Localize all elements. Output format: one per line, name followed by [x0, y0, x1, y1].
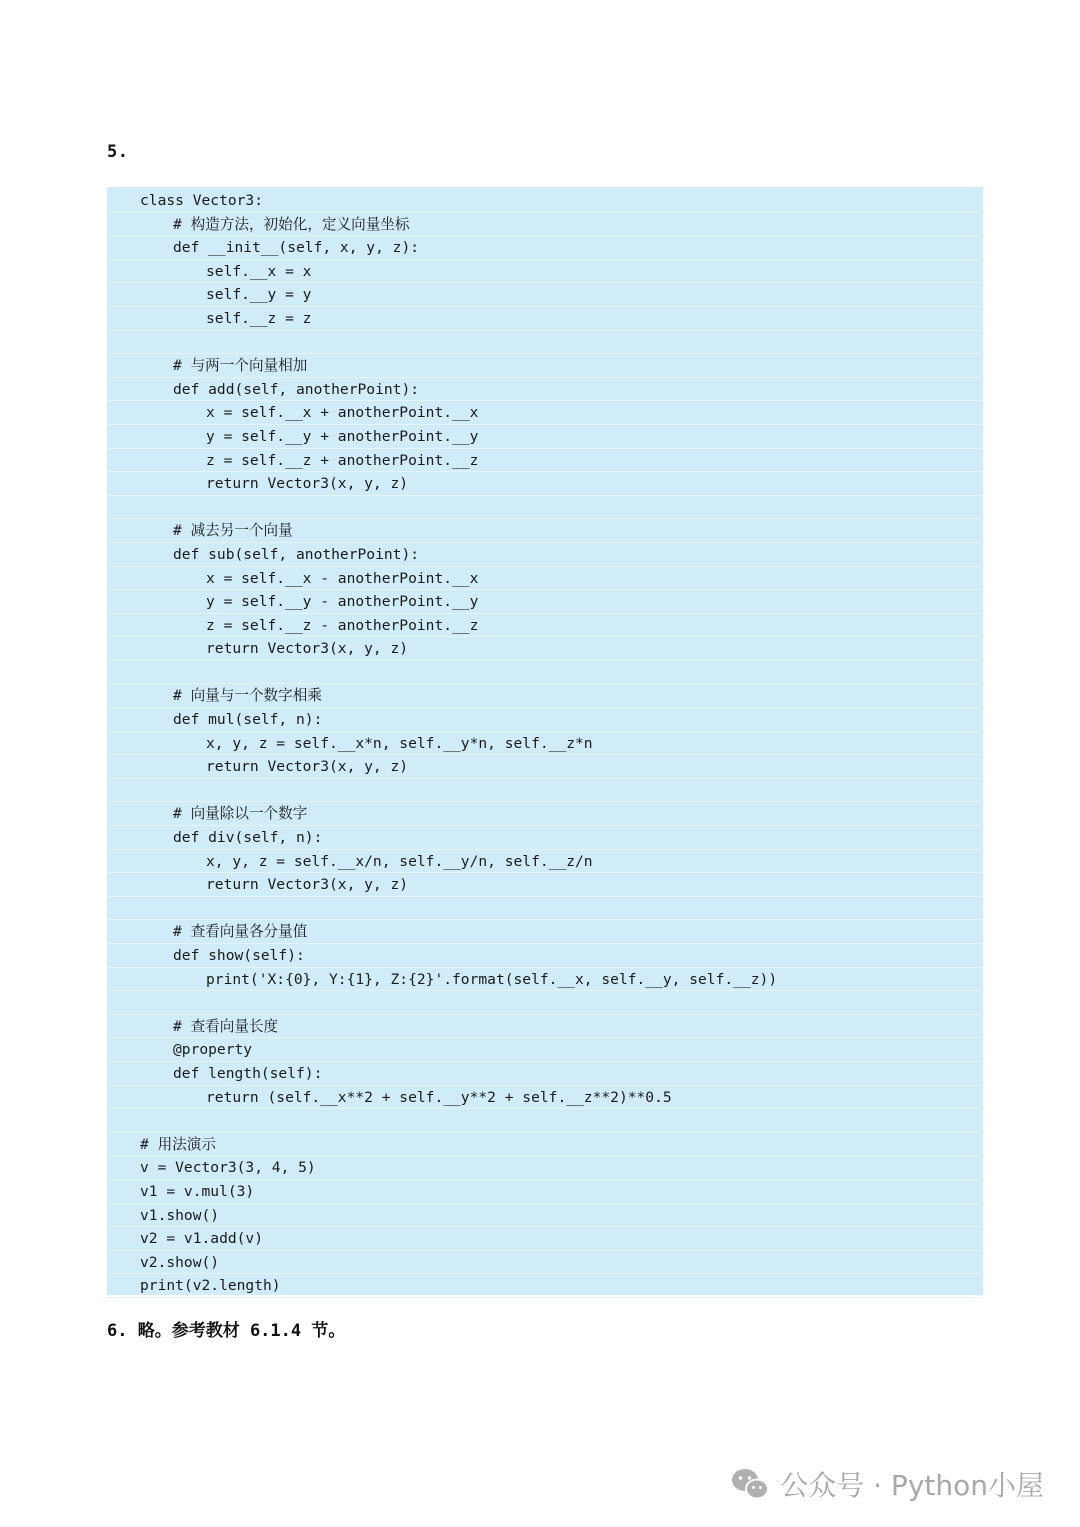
code-line: def length(self): — [107, 1062, 983, 1086]
code-line: def show(self): — [107, 944, 983, 968]
code-line: class Vector3: — [107, 189, 983, 213]
section-number: 5. — [107, 142, 129, 162]
code-line: print(v2.length) — [107, 1274, 983, 1298]
code-line: self.__x = x — [107, 260, 983, 284]
code-line: @property — [107, 1038, 983, 1062]
code-block — [107, 187, 983, 1295]
code-line: x, y, z = self.__x/n, self.__y/n, self.__z/n — [107, 850, 983, 874]
watermark-text: 公众号 · Python小屋 — [780, 1469, 1044, 1502]
code-line: v1 = v.mul(3) — [107, 1180, 983, 1204]
note-text: 6. 略。参考教材 6.1.4 节。 — [107, 1321, 346, 1341]
code-line: return Vector3(x, y, z) — [107, 472, 983, 496]
code-line: v2.show() — [107, 1251, 983, 1275]
code-line: print('X:{0}, Y:{1}, Z:{2}'.format(self.__x, self.__y, self.__z)) — [107, 968, 983, 992]
code-line: def div(self, n): — [107, 826, 983, 850]
code-line: z = self.__z - anotherPoint.__z — [107, 614, 983, 638]
code-line: # 向量除以一个数字 — [107, 802, 983, 826]
code-line: v = Vector3(3, 4, 5) — [107, 1156, 983, 1180]
code-line: def sub(self, anotherPoint): — [107, 543, 983, 567]
code-line: y = self.__y - anotherPoint.__y — [107, 590, 983, 614]
code-line — [107, 897, 983, 921]
code-line — [107, 331, 983, 355]
code-line: x = self.__x - anotherPoint.__x — [107, 567, 983, 591]
code-line: v2 = v1.add(v) — [107, 1227, 983, 1251]
code-line: z = self.__z + anotherPoint.__z — [107, 449, 983, 473]
code-line: # 减去另一个向量 — [107, 519, 983, 543]
watermark — [730, 1462, 1044, 1506]
wechat-icon — [730, 1467, 770, 1501]
code-line: # 用法演示 — [107, 1133, 983, 1157]
code-line: self.__y = y — [107, 283, 983, 307]
code-line — [107, 991, 983, 1015]
code-line: def __init__(self, x, y, z): — [107, 236, 983, 260]
code-line: return Vector3(x, y, z) — [107, 755, 983, 779]
code-line — [107, 779, 983, 803]
code-line: self.__z = z — [107, 307, 983, 331]
code-line: return Vector3(x, y, z) — [107, 637, 983, 661]
code-line: def add(self, anotherPoint): — [107, 378, 983, 402]
code-line: # 向量与一个数字相乘 — [107, 684, 983, 708]
code-line: x = self.__x + anotherPoint.__x — [107, 401, 983, 425]
code-line: def mul(self, n): — [107, 708, 983, 732]
code-line — [107, 661, 983, 685]
code-line: # 构造方法，初始化，定义向量坐标 — [107, 213, 983, 237]
code-line: x, y, z = self.__x*n, self.__y*n, self.__z*n — [107, 732, 983, 756]
code-line: # 查看向量各分量值 — [107, 920, 983, 944]
code-line — [107, 1109, 983, 1133]
code-line — [107, 496, 983, 520]
code-line: return Vector3(x, y, z) — [107, 873, 983, 897]
code-line: # 与两一个向量相加 — [107, 354, 983, 378]
code-line: v1.show() — [107, 1204, 983, 1228]
code-line: y = self.__y + anotherPoint.__y — [107, 425, 983, 449]
code-line: return (self.__x**2 + self.__y**2 + self.__z**2)**0.5 — [107, 1086, 983, 1110]
code-line: # 查看向量长度 — [107, 1015, 983, 1039]
